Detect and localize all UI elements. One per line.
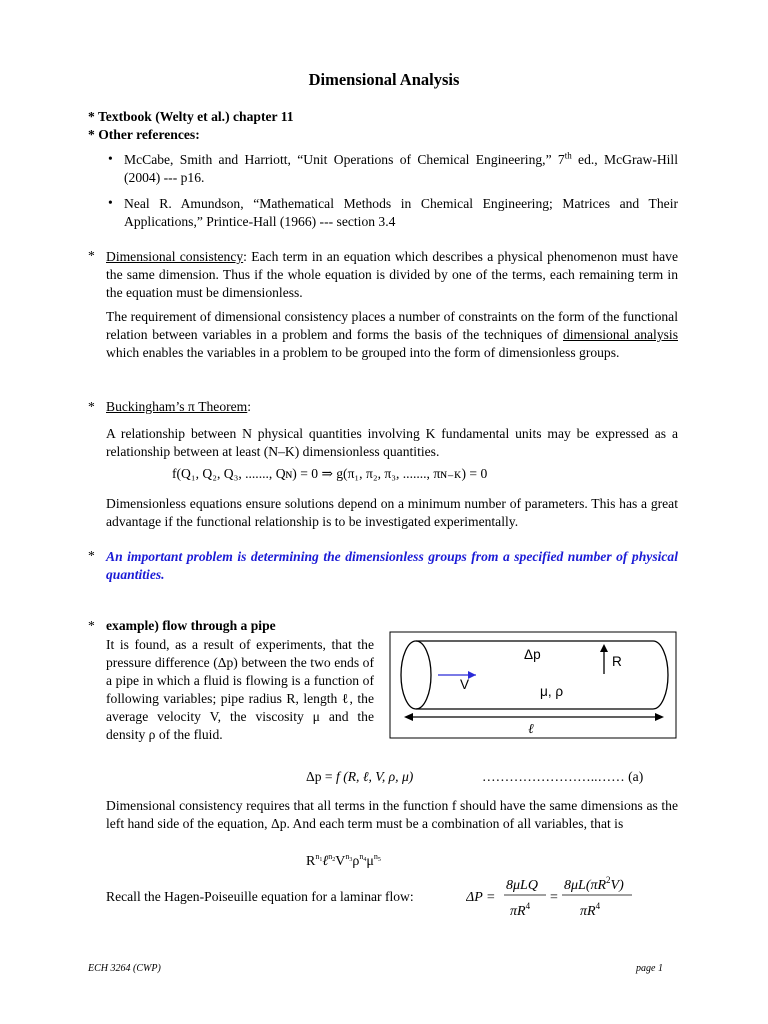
consistency-requirement-text: Dimensional consistency requires that all terms in the function f should have the same dimensions as the left hand side of the equation, Δp. And each term must be a combination of all variables, that is: [106, 798, 678, 831]
star-marker: *: [88, 548, 95, 563]
diagram-label-v: V: [460, 677, 470, 692]
svg-text:Rn1ℓn2Vn3ρn4μn5: [306, 852, 381, 869]
pipe-inlet-ellipse: [401, 641, 431, 709]
footer-course: ECH 3264 (CWP): [88, 963, 161, 974]
star-marker: *: [88, 618, 95, 633]
expr-sub-2: 2: [332, 857, 336, 863]
buckingham-text: A relationship between N physical quantities involving K fundamental units may be expressed as a relationship between at least (N–K) dimensionless quantities.: [106, 426, 678, 459]
variable-product-expression: [306, 848, 436, 870]
function-equation: Δp = f (R, ℓ, V, ρ, μ): [306, 769, 414, 784]
radius-arrowhead: [600, 644, 608, 652]
buckingham-heading: Buckingham’s π Theorem:: [106, 399, 252, 414]
length-arrowhead-right: [655, 713, 664, 721]
important-note: An important problem is determining the dimensionless groups from a specified number of physical quantities.: [106, 549, 678, 582]
expr-var-rho: ρ: [352, 854, 360, 869]
hp-num-2: $8\mu L(\pi R^2V)$: [564, 875, 624, 893]
length-arrowhead-left: [404, 713, 413, 721]
consistency-paragraph: Dimensional consistency: Each term in an equation which describes a physical phenomenon must have the same dimension. Thus if the whole equation is divided by one of the terms, each remaining term in the equation must be dimensionless.: [106, 249, 678, 300]
expr-exp-n1: n: [315, 852, 320, 861]
example-heading: example) flow through a pipe: [106, 618, 276, 633]
hp-lhs: ΔP =: [466, 890, 496, 905]
expr-var-r: R: [306, 854, 316, 869]
velocity-arrowhead: [468, 671, 476, 679]
expr-sub-5: 5: [377, 857, 381, 863]
hagen-poiseuille-equation: [466, 874, 646, 924]
expr-var-mu: μ: [366, 854, 374, 869]
diagram-label-mu-rho: μ, ρ: [540, 684, 564, 699]
buckingham-text-2: Dimensionless equations ensure solutions depend on a minimum number of parameters. This has a great advantage if the functional relationship is to be investigated experimentally.: [106, 496, 678, 529]
textbook-reference: * Textbook (Welty et al.) chapter 11: [88, 109, 294, 124]
diagram-label-length: ℓ: [528, 721, 534, 736]
consistency-paragraph-2: The requirement of dimensional consistency places a number of constraints on the form of the functional relation between variables in a problem and forms the basis of the techniques of dimensional analysis which enables the variables in a problem to be grouped into the form of dimensionless groups.: [106, 309, 678, 360]
expr-exp-n2: n: [328, 852, 333, 861]
equation-tag-a: ……………………..…… (a): [482, 769, 644, 784]
bullet-dot: •: [108, 151, 113, 166]
diagram-label-dp: Δp: [524, 647, 541, 662]
hp-num-1: 8μLQ: [506, 878, 538, 893]
page-title: Dimensional Analysis: [308, 70, 460, 89]
bullet-dot: •: [108, 195, 113, 210]
footer-page-number: page 1: [636, 963, 663, 974]
star-marker: *: [88, 248, 95, 263]
reference-mccabe: McCabe, Smith and Harriott, “Unit Operations of Chemical Engineering,” 7th ed., McGraw-Hill (2004) --- p16.: [124, 150, 678, 185]
hp-equals: =: [550, 890, 558, 905]
expr-exp-n4: n: [359, 852, 364, 861]
reference-amundson: Neal R. Amundson, “Mathematical Methods in Chemical Engineering; Matrices and Their Applications,” Printice-Hall (1966) --- section 3.4: [124, 196, 678, 229]
star-marker: *: [88, 399, 95, 414]
expr-exp-n3: n: [345, 852, 350, 861]
buckingham-equation: f(Q₁, Q₂, Q₃, ......., Qɴ) = 0 ⇒ g(π₁, π₂, π₃, ......., πɴ₋ᴋ) = 0: [172, 466, 488, 481]
pipe-outlet-arc: [653, 641, 668, 709]
hp-den-1: $\pi R^4$: [510, 901, 531, 919]
expr-sub-1: 1: [319, 857, 323, 863]
expr-sub-3: 3: [349, 857, 353, 863]
example-text: It is found, as a result of experiments, that the pressure difference (Δp) between the two ends of a pipe in which a fluid is flowing is a function of following variables; pipe radius R, length ℓ, the average velocity V, the viscosity μ and the density ρ of the fluid.: [106, 637, 374, 742]
expr-var-l: ℓ: [322, 854, 329, 869]
diagram-label-r: R: [612, 654, 622, 669]
other-references-heading: * Other references:: [88, 127, 200, 142]
expr-sub-4: 4: [363, 857, 367, 863]
expr-var-v: V: [335, 854, 346, 869]
expr-exp-n5: n: [373, 852, 378, 861]
hp-den-2: $\pi R^4$: [580, 901, 601, 919]
hagen-poiseuille-text: Recall the Hagen-Poiseuille equation for a laminar flow:: [106, 889, 414, 904]
